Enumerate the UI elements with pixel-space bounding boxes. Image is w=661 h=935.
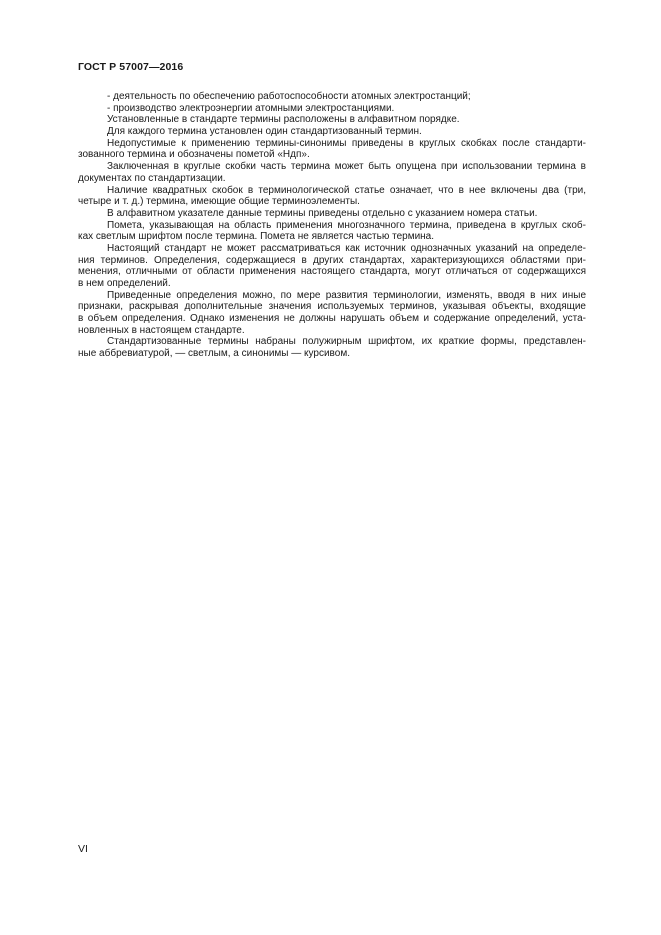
text-line: Установленные в стандарте термины расположены в алфавитном порядке. xyxy=(107,114,460,126)
text-line: признаки, раскрывая дополнительные значения используемых терминов, указывая объекты, входящие xyxy=(78,301,586,313)
text-line: Помета, указывающая на область применения многозначного термина, приведена в круглых скоб- xyxy=(107,219,586,231)
body-text xyxy=(78,91,586,360)
text-line: четыре и т. д.) термина, имеющие общие терминоэлементы. xyxy=(78,196,360,208)
text-line: Приведенные определения можно, по мере развития терминологии, изменять, вводя в них иные xyxy=(107,289,586,301)
text-line: ные аббревиатурой, — светлым, а синонимы — курсивом. xyxy=(78,348,350,360)
text-line: ния терминов. Определения, содержащиеся в других стандартах, характеризующихся областями при- xyxy=(78,254,586,266)
standard-code-header: ГОСТ Р 57007—2016 xyxy=(78,61,184,73)
text-line: документах по стандартизации. xyxy=(78,172,226,184)
text-line: В алфавитном указателе данные термины приведены отдельно с указанием номера статьи. xyxy=(107,207,538,219)
text-line: Для каждого термина установлен один стандартизованный термин. xyxy=(107,126,422,138)
text-line: ках светлым шрифтом после термина. Помета не является частью термина. xyxy=(78,231,435,243)
text-line: Стандартизованные термины набраны полужирным шрифтом, их краткие формы, представлен- xyxy=(107,336,586,348)
text-line: зованного термина и обозначены пометой «Ндп». xyxy=(78,149,310,161)
page-number: VI xyxy=(78,843,88,855)
text-line: в нем определений. xyxy=(78,278,171,289)
text-line: новленных в настоящем стандарте. xyxy=(78,324,245,336)
text-line: менения, отличными от области применения настоящего стандарта, могут отличаться от содержащихся xyxy=(78,266,586,278)
text-line: Наличие квадратных скобок в терминологической статье означает, что в нее включены два (три, xyxy=(107,184,586,196)
text-line: - производство электроэнергии атомными электростанциями. xyxy=(107,102,395,114)
text-line: Недопустимые к применению термины-синонимы приведены в круглых скобках после стандарти- xyxy=(107,137,586,149)
text-line: в объем определения. Однако изменения не должны нарушать объем и содержание определений, уста- xyxy=(78,313,586,325)
text-line: - деятельность по обеспечению работоспособности атомных электростанций; xyxy=(107,91,471,102)
text-line: Настоящий стандарт не может рассматриваться как источник однозначных указаний на определе- xyxy=(107,242,586,254)
text-line: Заключенная в круглые скобки часть термина может быть опущена при использовании термина в xyxy=(107,161,586,173)
